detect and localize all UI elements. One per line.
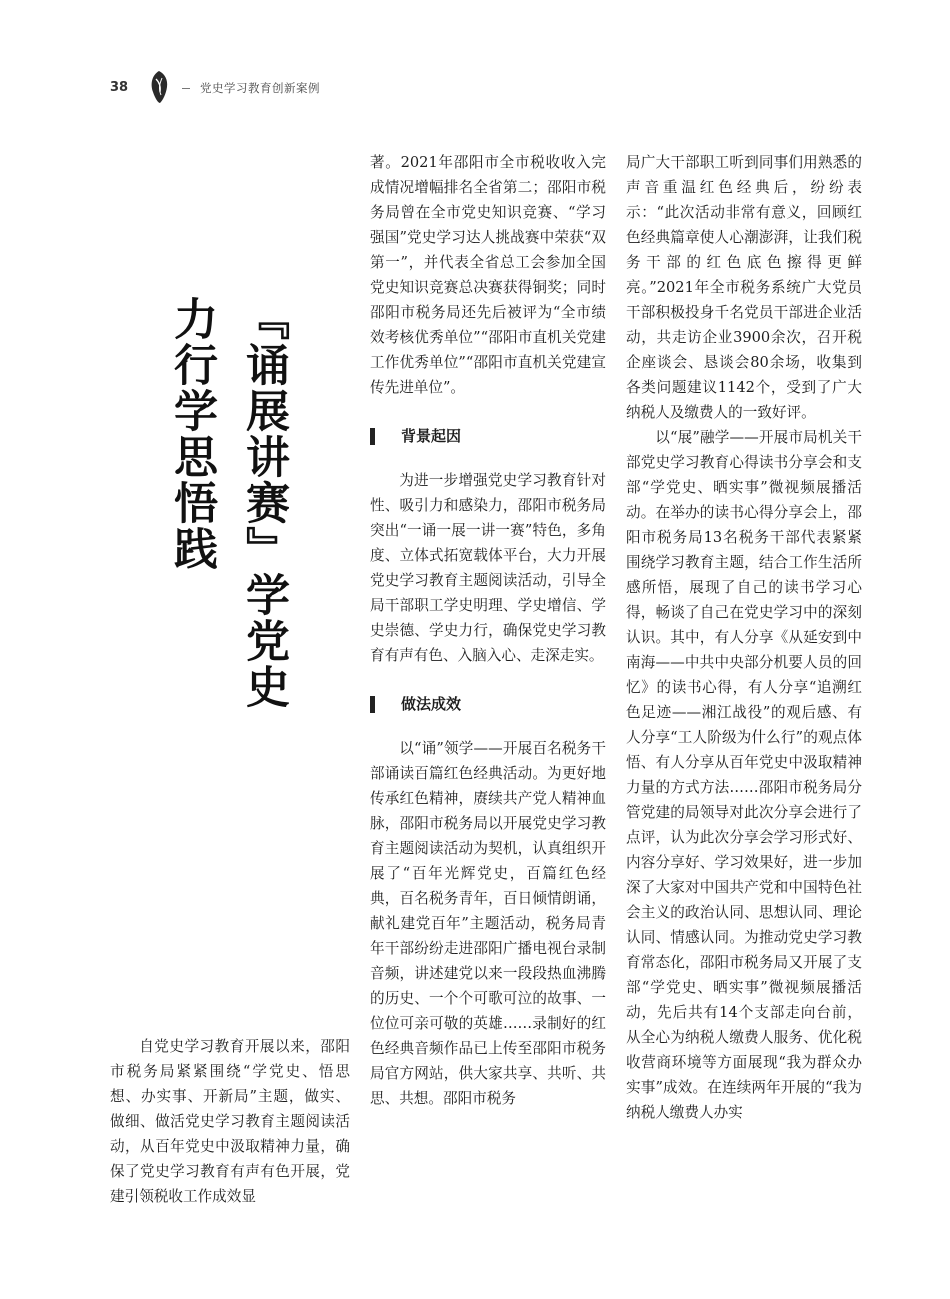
column-1-paragraph: 著。2021年邵阳市全市税收收入完成情况增幅排名全省第二；邵阳市税务局曾在全市党史知识竞赛、“学习强国”党史学习达人挑战赛中荣获“双第一”，并代表全省总工会参加全国党史知识竞赛总决赛获得铜奖；同时邵阳市税务局还先后被评为“全市绩效考核优秀单位”“邵阳市直机关党建工作优秀单位”“邵阳市直机关党建宣传先进单位”。 bbox=[370, 154, 606, 396]
article-title-line-2: 力行学思悟践 bbox=[166, 296, 217, 572]
text-column-1 bbox=[370, 150, 606, 1111]
column-2-paragraph-2: 以“展”融学——开展市局机关干部党史学习教育心得读书分享会和支部“学党史、晒实事”微视频展播活动。在举办的读书心得分享会上，邵阳市税务局13名税务干部代表紧紧围绕学习教育主题，结合工作生活所感所悟，展现了自己的读书学习心得，畅谈了自己在党史学习中的深刻认识。其中，有人分享《从延安到中南海——中共中央部分机要人员的回忆》的读书心得，有人分享“追溯红色足迹——湘江战役”的观后感、有人分享“工人阶级为什么行”的观点体悟、有人分享从百年党史中汲取精神力量的方式方法……邵阳市税务局分管党建的局领导对此次分享会进行了点评，认为此次分享会学习形式好、内容分享好、学习效果好，进一步加深了大家对中国共产党和中国特色社会主义的政治认同、思想认同、理论认同、情感认同。为推动党史学习教育常态化，邵阳市税务局又开展了支部“学党史、晒实事”微视频展播活动，先后共有14个支部走向台前，从全心为纳税人缴费人服务、优化税收营商环境等方面展现“我为群众办实事”成效。在连续两年开展的“我为纳税人缴费人办实 bbox=[626, 429, 862, 1121]
brush-logo-icon bbox=[148, 70, 170, 104]
section-title-background: 背景起因 bbox=[401, 426, 462, 445]
intro-paragraph: 自党史学习教育开展以来，邵阳市税务局紧紧围绕“学党史、悟思想、办实事、开新局”主题，做实、做细、做活党史学习教育主题阅读活动，从百年党史中汲取精神力量，确保了党史学习教育有声有色开展，党建引领税收工作成效显 bbox=[110, 1038, 350, 1205]
publication-title: 党史学习教育创新案例 bbox=[200, 81, 320, 95]
column-2-paragraph-1: 局广大干部职工听到同事们用熟悉的声音重温红色经典后，纷纷表示：“此次活动非常有意义，回顾红色经典篇章使人心潮澎湃，让我们税务干部的红色底色擦得更鲜亮。”2021年全市税务系统广大党员干部积极投身千名党员干部进企业活动，共走访企业3900余次，召开税企座谈会、恳谈会80余场，收集到各类问题建议1142个，受到了广大纳税人及缴费人的一致好评。 bbox=[626, 154, 862, 421]
section-title-practice: 做法成效 bbox=[401, 694, 462, 713]
section-practice-body: 以“诵”领学——开展百名税务干部诵读百篇红色经典活动。为更好地传承红色精神，赓续共产党人精神血脉，邵阳市税务局以开展党史学习教育主题阅读活动为契机，认真组织开展了“百年光辉党史，百篇红色经典，百名税务青年，百日倾情朗诵，献礼建党百年”主题活动，税务局青年干部纷纷走进邵阳广播电视台录制音频，讲述建党以来一段段热血沸腾的历史、一个个可歌可泣的故事、一位位可亲可敬的英雄……录制好的红色经典音频作品已上传至邵阳市税务局官方网站，供大家共享、共听、共思、共想。邵阳市税务 bbox=[370, 740, 606, 1107]
text-column-2 bbox=[626, 150, 862, 1125]
section-marker bbox=[370, 696, 375, 713]
section-heading-practice bbox=[370, 690, 606, 718]
page-number: 38 bbox=[110, 80, 129, 95]
section-background-body: 为进一步增强党史学习教育针对性、吸引力和感染力，邵阳市税务局突出“一诵一展一讲一赛”特色，多角度、立体式拓宽载体平台，大力开展党史学习教育主题阅读活动，引导全局干部职工学史明理、学史增信、学史崇德、学史力行，确保党史学习教育有声有色、入脑入心、走深走实。 bbox=[370, 472, 606, 664]
running-header bbox=[110, 76, 510, 100]
header-divider bbox=[182, 88, 190, 89]
article-title-line-1: 『诵展讲赛』学党史 bbox=[238, 296, 289, 710]
section-heading-background bbox=[370, 422, 606, 450]
section-marker bbox=[370, 428, 375, 445]
